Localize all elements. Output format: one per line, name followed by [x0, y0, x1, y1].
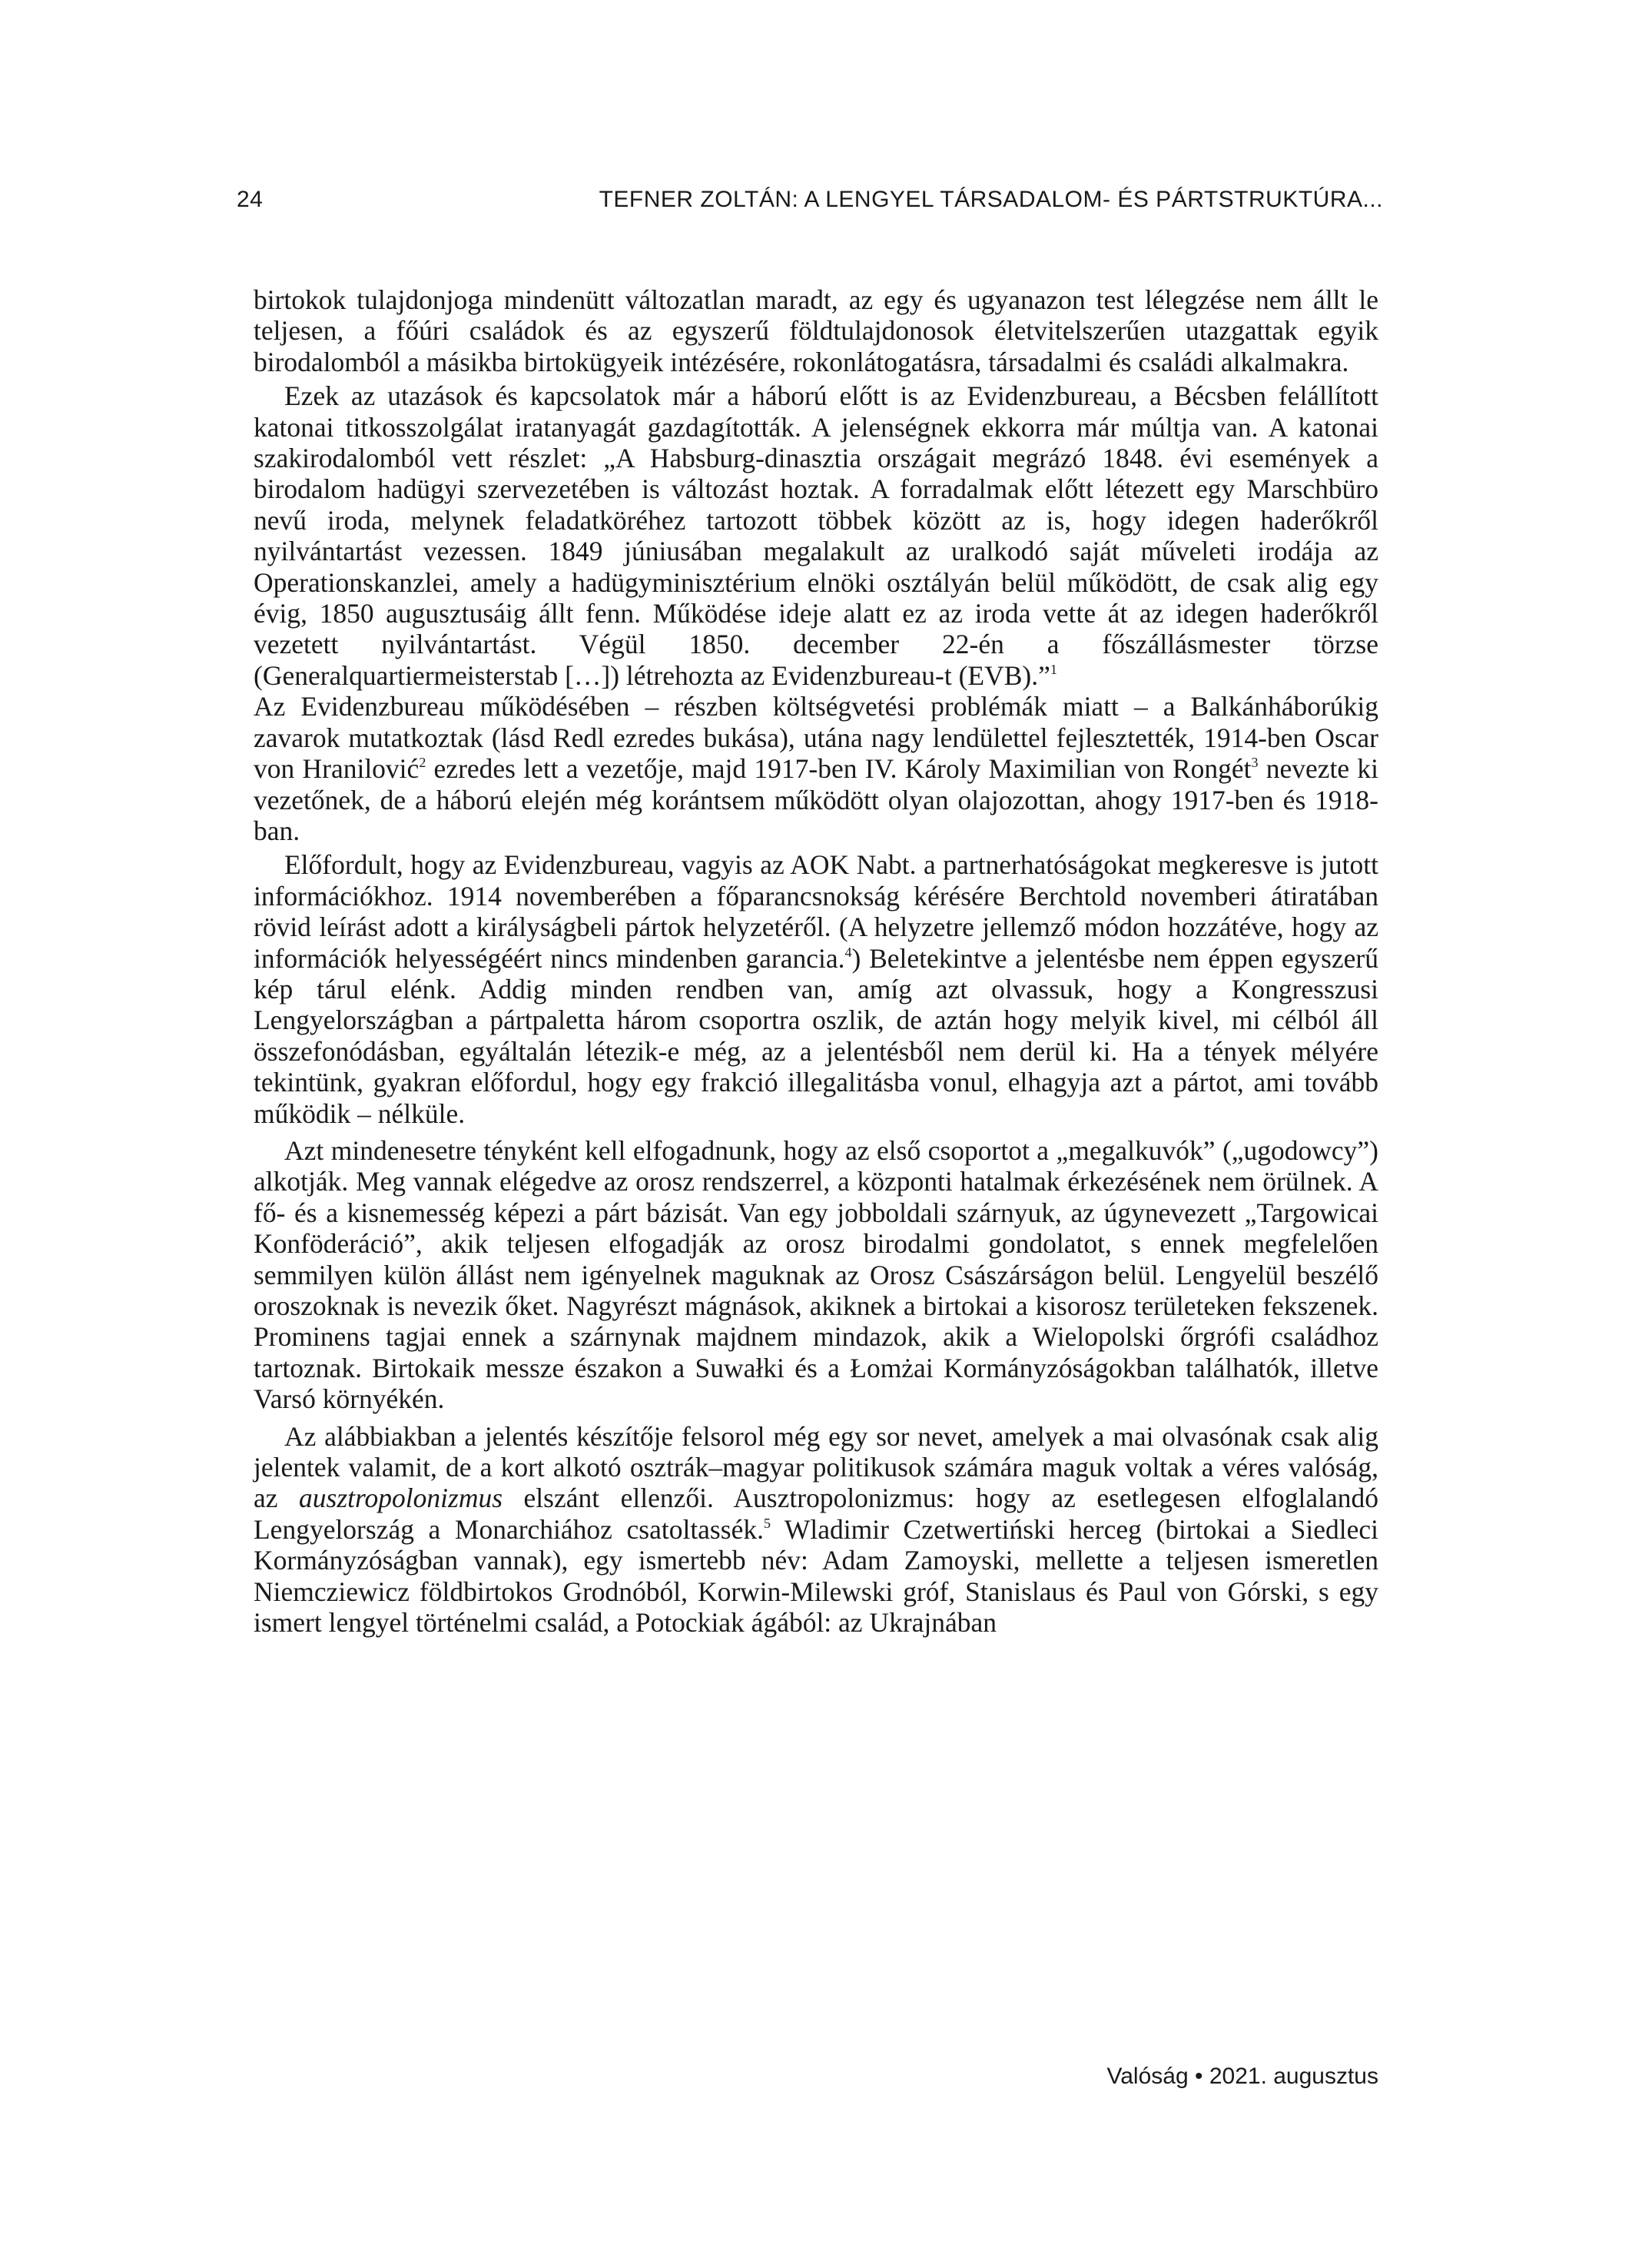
paragraph-4	[254, 849, 1378, 1129]
footnote-ref-3: 3	[1251, 755, 1259, 771]
page-number: 24	[237, 187, 264, 212]
running-title: TEFNER ZOLTÁN: A LENGYEL TÁRSADALOM- ÉS PÁRTSTRUKTÚRA...	[599, 187, 1383, 212]
paragraph-3	[254, 691, 1378, 846]
paragraph-2-text: Ezek az utazások és kapcsolatok már a háború előtt is az Evidenzbureau, a Bécsben felállított katonai titkosszolgálat iratanyagát gazdagították. A jelenségnek ekkorra már múltja van. A katonai szakirodalomból vett részlet: „A Habsburg-dinasztia országait megrázó 1848. évi események a birodalom hadügyi szervezetében is változást hoztak. A forradalmak előtt létezett egy Marschbüro nevű iroda, melynek feladatköréhez tartozott többek között az is, hogy idegen haderőkről nyilvántartást vezessen. 1849 júniusában megalakult az uralkodó saját műveleti irodája az Operationskanzlei, amely a hadügyminisztérium elnöki osztályán belül működött, de csak alig egy évig, 1850 augusztusáig állt fenn. Működése ideje alatt ez az iroda vette át az idegen haderőkről vezetett nyilvántartást. Végül 1850. december 22-én a főszállásmester törzse (Generalquartiermeisterstab […]) létrehozta az Evidenzbureau-t (EVB).”	[254, 380, 1378, 691]
article-body	[254, 284, 1378, 1638]
paragraph-6	[254, 1421, 1378, 1639]
paragraph-1	[254, 284, 1378, 377]
paragraph-5-text: Azt mindenesetre tényként kell elfogadnunk, hogy az első csoportot a „megalkuvók” („ugodowcy”) alkotják. Meg vannak elégedve az orosz rendszerrel, a központi hatalmak érkezésének nem örülnek. A fő- és a kisnemesség képezi a párt bázisát. Van egy jobboldali szárnyuk, az úgynevezett „Targowicai Konföderáció”, akik teljesen elfogadják az orosz birodalmi gondolatot, s ennek megfelelően semmilyen külön állást nem igényelnek maguknak az Orosz Császárságon belül. Lengyelül beszélő oroszoknak is nevezik őket. Nagyrészt mágnások, akiknek a birtokai a kisorosz területeken fekszenek. Prominens tagjai ennek a szárnynak majdnem mindazok, akik a Wielopolski őrgrófi családhoz tartoznak. Birtokaik messze északon a Suwałki és a Łomżai Kormányzóságokban találhatók, illetve Varsó környékén.	[254, 1134, 1378, 1415]
footnote-ref-1: 1	[1050, 661, 1057, 677]
footnote-ref-2: 2	[419, 755, 426, 771]
paragraph-6-italic-term: ausztropolonizmus	[299, 1483, 503, 1514]
paragraph-3-text-c: nevezte ki vezetőnek, de a háború elején még korántsem működött olyan olajozottan, ahogy 1917-ben és 1918-ban.	[254, 753, 1378, 846]
journal-footer: Valóság • 2021. augusztus	[1106, 2064, 1378, 2089]
paragraph-4-text-b: ) Beletekintve a jelentésbe nem éppen egyszerű kép tárul elénk. Addig minden rendben van, amíg azt olvassuk, hogy a Kongresszusi Lengyelországban a pártpaletta három csoportra oszlik, de aztán hogy melyik kivel, mi célból áll összefonódásban, egyáltalán létezik-e még, az a jelentésből nem derül ki. Ha a tények mélyére tekintünk, gyakran előfordul, hogy egy frakció illegalitásba vonul, elhagyja azt a pártot, ami tovább működik – nélküle.	[254, 942, 1378, 1129]
footnote-ref-5: 5	[763, 1515, 771, 1531]
paragraph-6-text-b: elszánt ellenzői. Ausztropolonizmus: hogy az esetlegesen elfoglalandó Lengyelország a Monarchiához csatoltassék.	[254, 1483, 1378, 1545]
footnote-ref-4: 4	[844, 944, 852, 960]
paragraph-4-text-a: Előfordult, hogy az Evidenzbureau, vagyis az AOK Nabt. a partnerhatóságokat megkeresve is jutott információkhoz. 1914 novemberében a főparancsnokság kérésére Berchtold novemberi átiratában rövid leírást adott a királyságbeli pártok helyzetéről. (A helyzetre jellemző módon hozzátéve, hogy az információk helyességéért nincs mindenben garancia.	[254, 849, 1378, 974]
paragraph-2	[254, 380, 1378, 691]
paragraph-6-text-c: Wladimir Czetwertiński herceg (birtokai a Siedleci Kormányzóságban vannak), egy ismertebb név: Adam Zamoyski, mellette a teljesen ismeretlen Niemcziewicz földbirtokos Grodnóból, Korwin-Milewski gróf, Stanislaus és Paul von Górski, s egy ismert lengyel történelmi család, a Potockiak ágából: az Ukrajnában	[254, 1513, 1378, 1639]
paragraph-1-text: birtokok tulajdonjoga mindenütt változatlan maradt, az egy és ugyanazon test lélegzése nem állt le teljesen, a főúri családok és az egyszerű földtulajdonosok életvitelszerűen utazgattak egyik birodalomból a másikba birtokügyeik intézésére, rokonlátogatásra, társadalmi és családi alkalmakra.	[254, 284, 1378, 377]
running-header	[237, 184, 1383, 215]
paragraph-3-text-a: Az Evidenzbureau működésében – részben költségvetési problémák miatt – a Balkánháborúkig zavarok mutatkoztak (lásd Redl ezredes bukása), utána nagy lendülettel fejlesztették, 1914-ben Oscar von Hranilović	[254, 691, 1378, 785]
paragraph-5	[254, 1135, 1378, 1415]
paragraph-6-text-a: Az alábbiakban a jelentés készítője felsorol még egy sor nevet, amelyek a mai olvasónak csak alig jelentek valamit, de a kort alkotó osztrák–magyar politikusok számára maguk voltak a véres valóság, az	[254, 1420, 1378, 1514]
paragraph-3-text-b: ezredes lett a vezetője, majd 1917-ben IV. Károly Maximilian von Rongét	[426, 753, 1252, 785]
